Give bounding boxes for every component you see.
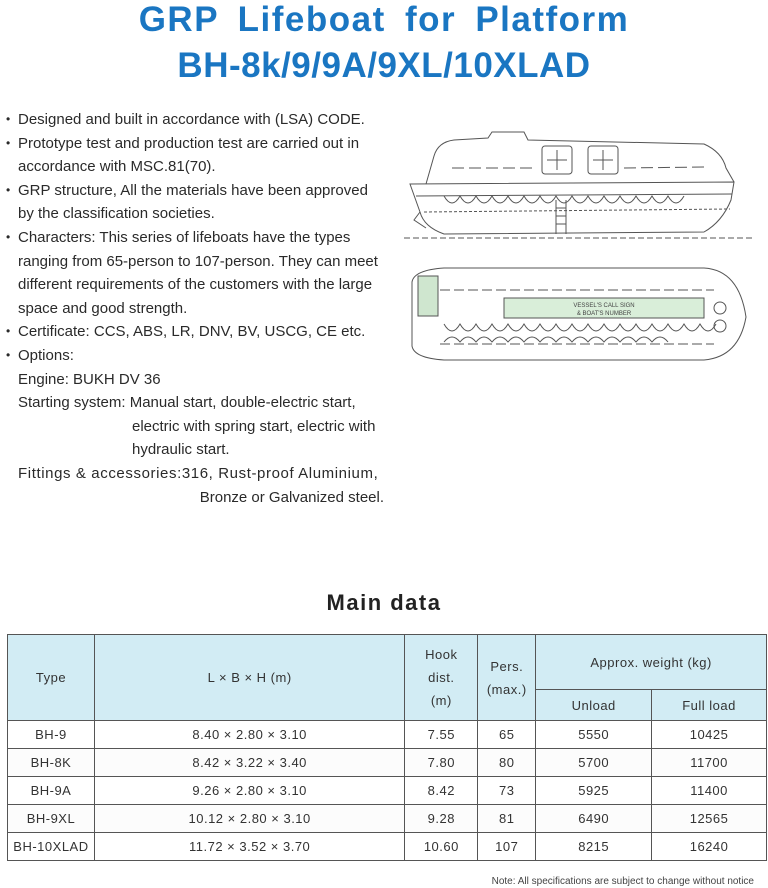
cell-dims: 10.12 × 2.80 × 3.10	[94, 805, 404, 833]
cell-pers: 81	[478, 805, 536, 833]
list-item: • Designed and built in accordance with (LSA) CODE.	[6, 108, 396, 132]
cell-full: 16240	[652, 833, 767, 861]
list-item: • Certificate: CCS, ABS, LR, DNV, BV, USCG, CE etc.	[6, 320, 396, 344]
bullet-icon: •	[6, 324, 11, 339]
plan-label-1: VESSEL'S CALL SIGN	[573, 303, 635, 309]
cell-full: 10425	[652, 721, 767, 749]
header-full-load: Full load	[652, 690, 767, 721]
table-row	[8, 777, 767, 805]
table-row	[8, 833, 767, 861]
cell-dims: 11.72 × 3.52 × 3.70	[94, 833, 404, 861]
header-unload: Unload	[536, 690, 652, 721]
bullet-icon: •	[6, 229, 11, 244]
side-elevation-view	[404, 132, 754, 238]
cell-pers: 80	[478, 749, 536, 777]
cell-unload: 5700	[536, 749, 652, 777]
cell-type: BH-9XL	[8, 805, 95, 833]
header-type: Type	[8, 635, 95, 721]
cell-type: BH-9	[8, 721, 95, 749]
cell-full: 11400	[652, 777, 767, 805]
cell-hook: 9.28	[405, 805, 478, 833]
starting-option-cont: electric with spring start, electric with	[132, 417, 376, 435]
header-persons: Pers. (max.)	[478, 635, 536, 721]
cell-unload: 5925	[536, 777, 652, 805]
fittings-option-cont: Bronze or Galvanized steel.	[199, 488, 384, 506]
table-row	[8, 805, 767, 833]
cell-pers: 73	[478, 777, 536, 805]
list-item: • Prototype test and production test are carried out in accordance with MSC.81(70).	[6, 132, 396, 179]
plan-label-2: & BOAT'S NUMBER	[576, 311, 632, 317]
bullet-icon: •	[6, 135, 11, 150]
feature-list	[6, 108, 396, 509]
cell-hook: 8.42	[405, 777, 478, 805]
cell-hook: 7.80	[405, 749, 478, 777]
engine-option: Engine: BUKH DV 36	[18, 370, 161, 388]
bullet-icon: •	[6, 182, 11, 197]
list-item: • Options:	[6, 344, 396, 368]
cell-hook: 7.55	[405, 721, 478, 749]
header-weight: Approx. weight (kg)	[536, 635, 767, 690]
table-row	[8, 749, 767, 777]
cell-dims: 9.26 × 2.80 × 3.10	[94, 777, 404, 805]
cell-dims: 8.42 × 3.22 × 3.40	[94, 749, 404, 777]
bullet-icon: •	[6, 112, 11, 126]
cell-unload: 5550	[536, 721, 652, 749]
cell-type: BH-8K	[8, 749, 95, 777]
fittings-option: Fittings & accessories:316, Rust-proof Aluminium,	[18, 464, 379, 482]
header-dimensions: L × B × H (m)	[94, 635, 404, 721]
cell-unload: 8215	[536, 833, 652, 861]
starting-option-cont: hydraulic start.	[132, 441, 230, 459]
section-title: Main data	[326, 590, 442, 615]
lifeboat-drawing	[404, 112, 754, 372]
footnote: Note: All specifications are subject to change without notice	[491, 876, 754, 887]
main-data-table	[7, 634, 767, 861]
bullet-icon: •	[6, 347, 11, 362]
model-title: BH-8k/9/9A/9XL/10XLAD	[177, 46, 591, 85]
cell-full: 11700	[652, 749, 767, 777]
cell-dims: 8.40 × 2.80 × 3.10	[94, 721, 404, 749]
list-item: • GRP structure, All the materials have been approved by the classification societies.	[6, 179, 396, 226]
cell-full: 12565	[652, 805, 767, 833]
cell-type: BH-9A	[8, 777, 95, 805]
cell-pers: 65	[478, 721, 536, 749]
cell-hook: 10.60	[405, 833, 478, 861]
list-item: • Characters: This series of lifeboats have the types ranging from 65-person to 107-person. They can meet different requirements of the customers with the large space and good strength.	[6, 226, 396, 320]
header-hook-dist: Hook dist. (m)	[405, 635, 478, 721]
cell-pers: 107	[478, 833, 536, 861]
page-title: GRP Lifeboat for Platform	[138, 0, 630, 39]
table-row	[8, 721, 767, 749]
cell-unload: 6490	[536, 805, 652, 833]
cell-type: BH-10XLAD	[8, 833, 95, 861]
starting-option: Starting system: Manual start, double-electric start,	[18, 394, 356, 412]
